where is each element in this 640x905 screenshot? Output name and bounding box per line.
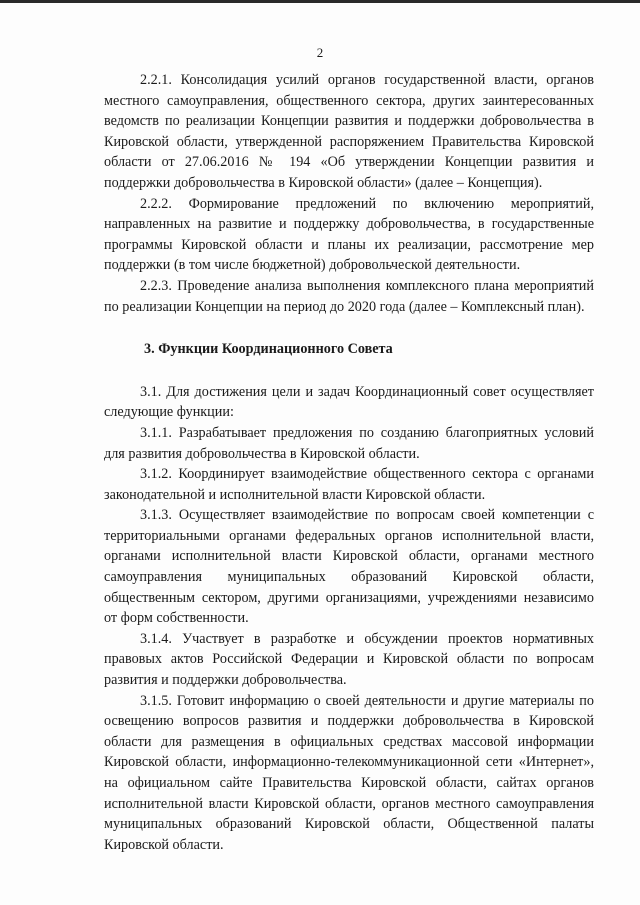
paragraph-2-2-2: 2.2.2. Формирование предложений по включению мероприятий, направленных на развитие и поддержку добровольчества, в государственные программы Кировской области и планы их реализации, рассмотрение мер поддержки (в том числе бюджетной) добровольческой деятельности. [104,195,594,274]
document-body [104,70,594,855]
paragraph-2-2-1: 2.2.1. Консолидация усилий органов государственной власти, органов местного самоуправления, общественного сектора, других заинтересованных ведомств по реализации Концепции развития и поддержки добровольчества в Кировской области, утвержденной распоряжением Правительства Кировской области от 27.06.2016 № 194 «Об утверждении Концепции развития и поддержки добровольчества в Кировской области» (далее – Концепция). [104,72,594,191]
paragraph-3-1-5: 3.1.5. Готовит информацию о своей деятельности и другие материалы по освещению вопросов развития и поддержки добровольчества в Кировской области для размещения в официальных средствах массовой информации Кировской области, информационно-телекоммуникационной сети «Интернет», на официальном сайте Правительства Кировской области, сайтах органов исполнительной власти Кировской области, органов местного самоуправления муниципальных образований Кировской области, Общественной палаты Кировской области. [104,692,594,853]
section-heading: 3. Функции Координационного Совета [144,341,393,358]
page-number: 2 [316,45,324,60]
paragraph-2-2-3: 2.2.3. Проведение анализа выполнения комплексного плана мероприятий по реализации Концепции на период до 2020 года (далее – Комплексный план). [104,277,594,315]
paragraph-3-1-3: 3.1.3. Осуществляет взаимодействие по вопросам своей компетенции с территориальными органами федеральных органов исполнительной власти, органами исполнительной власти Кировской области, органами местного самоуправления муниципальных образований Кировской области, общественным сектором, другими организациями, учреждениями независимо от форм собственности. [104,507,594,627]
paragraph-3-1-2: 3.1.2. Координирует взаимодействие общественного сектора с органами законодательной и исполнительной власти Кировской области. [104,466,594,503]
paragraph-3-1-1: 3.1.1. Разрабатывает предложения по созданию благоприятных условий для развития добровольчества в Кировской области. [104,424,594,462]
paragraph-3-1-4: 3.1.4. Участвует в разработке и обсуждении проектов нормативных правовых актов Российской Федерации и Кировской области по вопросам развития и поддержки добровольчества. [104,630,594,689]
paragraph-3-1: 3.1. Для достижения цели и задач Координационный совет осуществляет следующие функции: [104,383,594,421]
top-rule [0,0,640,3]
